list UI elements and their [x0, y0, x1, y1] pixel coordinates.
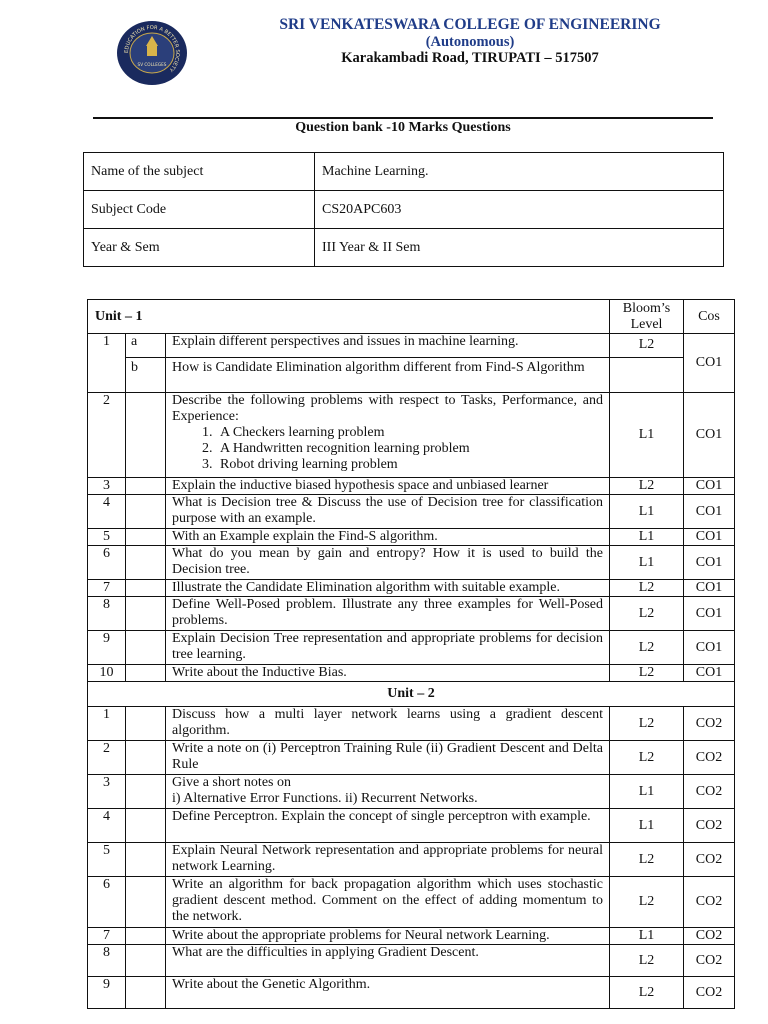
- autonomous-label: (Autonomous): [425, 34, 515, 50]
- question-sub-empty: [126, 741, 166, 775]
- question-text: What do you mean by gain and entropy? How it is used to build the Decision tree.: [166, 546, 610, 580]
- course-outcome: CO1: [684, 546, 735, 580]
- blooms-level: L1: [610, 928, 684, 945]
- question-line: i) Alternative Error Functions. ii) Recurrent Networks.: [172, 791, 478, 806]
- blooms-level: L2: [610, 631, 684, 665]
- course-outcome: CO1: [684, 334, 735, 393]
- table-row: [88, 928, 735, 945]
- question-text: Define Perceptron. Explain the concept of single perceptron with example.: [166, 809, 610, 843]
- blooms-level: L1: [610, 529, 684, 546]
- question-text: With an Example explain the Find-S algorithm.: [166, 529, 610, 546]
- table-row: [88, 631, 735, 665]
- question-sub-empty: [126, 665, 166, 682]
- question-text: [166, 393, 610, 478]
- question-number: 4: [88, 809, 126, 843]
- unit-2-row: [88, 682, 735, 707]
- question-number: 10: [88, 665, 126, 682]
- table-row: [88, 358, 735, 393]
- blooms-level: L2: [610, 478, 684, 495]
- question-number: 2: [88, 393, 126, 478]
- question-text: Explain different perspectives and issues in machine learning.: [166, 334, 610, 358]
- table-row: [88, 478, 735, 495]
- question-number: 9: [88, 631, 126, 665]
- list-item: 1. A Checkers learning problem: [216, 425, 603, 441]
- question-text: Write about the appropriate problems for Neural network Learning.: [166, 928, 610, 945]
- course-outcome: CO1: [684, 478, 735, 495]
- svg-text:SV COLLEGES: SV COLLEGES: [137, 62, 167, 67]
- table-row: [88, 393, 735, 478]
- course-outcome: CO2: [684, 775, 735, 809]
- question-number: 1: [88, 707, 126, 741]
- question-sub-empty: [126, 945, 166, 977]
- course-outcome: CO2: [684, 741, 735, 775]
- blooms-level: L1: [610, 546, 684, 580]
- blooms-level: L1: [610, 809, 684, 843]
- blooms-level: L2: [610, 945, 684, 977]
- question-text: Write about the Genetic Algorithm.: [166, 977, 610, 1009]
- info-row: [84, 191, 724, 229]
- table-row: [88, 334, 735, 358]
- question-text: Explain Decision Tree representation and appropriate problems for decision tree learning.: [166, 631, 610, 665]
- info-row: [84, 153, 724, 191]
- info-row: [84, 229, 724, 267]
- blooms-level: L2: [610, 741, 684, 775]
- question-sub-empty: [126, 529, 166, 546]
- subject-info-table: [83, 152, 724, 267]
- table-row: [88, 775, 735, 809]
- question-text: What is Decision tree & Discuss the use of Decision tree for classification purpose with an example.: [166, 495, 610, 529]
- question-text: [166, 775, 610, 809]
- question-text: Illustrate the Candidate Elimination algorithm with suitable example.: [166, 580, 610, 597]
- table-row: [88, 945, 735, 977]
- question-number: 6: [88, 877, 126, 928]
- question-text: Explain the inductive biased hypothesis space and unbiased learner: [166, 478, 610, 495]
- info-value: Machine Learning.: [315, 153, 724, 191]
- question-sub-empty: [126, 928, 166, 945]
- question-sub-empty: [126, 546, 166, 580]
- info-label: Name of the subject: [84, 153, 315, 191]
- college-name: SRI VENKATESWARA COLLEGE OF ENGINEERING: [279, 16, 661, 33]
- info-label: Year & Sem: [84, 229, 315, 267]
- blooms-level: L1: [610, 775, 684, 809]
- question-number: 7: [88, 928, 126, 945]
- question-sub-empty: [126, 775, 166, 809]
- course-outcome: CO2: [684, 809, 735, 843]
- course-outcome: CO1: [684, 495, 735, 529]
- blooms-level-empty: [610, 358, 684, 393]
- course-outcome: CO2: [684, 707, 735, 741]
- course-outcome: CO2: [684, 928, 735, 945]
- question-number: 8: [88, 945, 126, 977]
- question-number: 9: [88, 977, 126, 1009]
- cos-header: Cos: [684, 300, 735, 334]
- question-text: Discuss how a multi layer network learns using a gradient descent algorithm.: [166, 707, 610, 741]
- info-value: III Year & II Sem: [315, 229, 724, 267]
- question-text: Explain Neural Network representation and appropriate problems for neural network Learning.: [166, 843, 610, 877]
- course-outcome: CO1: [684, 393, 735, 478]
- info-label: Subject Code: [84, 191, 315, 229]
- question-sub-empty: [126, 478, 166, 495]
- list-item: 3. Robot driving learning problem: [216, 457, 603, 473]
- table-row: [88, 546, 735, 580]
- question-sub-empty: [126, 977, 166, 1009]
- svg-text:EDUCATION FOR A BETTER SOCIETY: EDUCATION FOR A BETTER SOCIETY: [123, 24, 181, 73]
- unit-2-heading: Unit – 2: [88, 682, 735, 707]
- question-number: 5: [88, 843, 126, 877]
- question-sub: a: [126, 334, 166, 358]
- question-number: 7: [88, 580, 126, 597]
- college-logo: [116, 20, 188, 86]
- blooms-level: L2: [610, 977, 684, 1009]
- college-address: Karakambadi Road, TIRUPATI – 517507: [341, 50, 599, 66]
- table-row: [88, 495, 735, 529]
- table-row: [88, 665, 735, 682]
- question-sub-empty: [126, 809, 166, 843]
- question-number: 1: [88, 334, 126, 393]
- question-number: 4: [88, 495, 126, 529]
- list-item: 2. A Handwritten recognition learning problem: [216, 441, 603, 457]
- blooms-level: L2: [610, 665, 684, 682]
- question-sub: b: [126, 358, 166, 393]
- table-row: [88, 741, 735, 775]
- blooms-level: L2: [610, 334, 684, 358]
- blooms-level-header: Bloom’s Level: [610, 300, 684, 334]
- blooms-level: L1: [610, 495, 684, 529]
- question-text: Write about the Inductive Bias.: [166, 665, 610, 682]
- course-outcome: CO1: [684, 529, 735, 546]
- info-value: CS20APC603: [315, 191, 724, 229]
- problem-list: [172, 425, 603, 473]
- blooms-level: L2: [610, 707, 684, 741]
- unit-1-heading: Unit – 1: [88, 300, 610, 334]
- course-outcome: CO1: [684, 665, 735, 682]
- table-row: [88, 877, 735, 928]
- question-sub-empty: [126, 597, 166, 631]
- question-text: Write a note on (i) Perceptron Training Rule (ii) Gradient Descent and Delta Rule: [166, 741, 610, 775]
- course-outcome: CO2: [684, 843, 735, 877]
- question-number: 6: [88, 546, 126, 580]
- table-row: [88, 707, 735, 741]
- question-sub-empty: [126, 495, 166, 529]
- table-row: [88, 597, 735, 631]
- document-title: Question bank -10 Marks Questions: [295, 120, 511, 135]
- question-text: Define Well-Posed problem. Illustrate any three examples for Well-Posed problems.: [166, 597, 610, 631]
- course-outcome: CO1: [684, 597, 735, 631]
- question-sub-empty: [126, 580, 166, 597]
- table-row: [88, 809, 735, 843]
- question-text: What are the difficulties in applying Gradient Descent.: [166, 945, 610, 977]
- course-outcome: CO2: [684, 977, 735, 1009]
- question-text: Write an algorithm for back propagation algorithm which uses stochastic gradient descent method. Comment on the effect of adding momentum to the network.: [166, 877, 610, 928]
- question-line: Give a short notes on: [172, 775, 291, 790]
- course-outcome: CO1: [684, 631, 735, 665]
- question-sub-empty: [126, 393, 166, 478]
- question-number: 3: [88, 478, 126, 495]
- blooms-level: L2: [610, 877, 684, 928]
- question-intro: Describe the following problems with respect to Tasks, Performance, and Experience:: [172, 393, 603, 424]
- question-number: 3: [88, 775, 126, 809]
- question-sub-empty: [126, 877, 166, 928]
- question-sub-empty: [126, 843, 166, 877]
- blooms-level: L2: [610, 597, 684, 631]
- course-outcome: CO2: [684, 945, 735, 977]
- blooms-level: L2: [610, 580, 684, 597]
- question-number: 5: [88, 529, 126, 546]
- table-header-row: [88, 300, 735, 334]
- table-row: [88, 977, 735, 1009]
- table-row: [88, 529, 735, 546]
- table-row: [88, 580, 735, 597]
- question-number: 2: [88, 741, 126, 775]
- question-sub-empty: [126, 707, 166, 741]
- blooms-level: L1: [610, 393, 684, 478]
- course-outcome: CO1: [684, 580, 735, 597]
- question-table: [87, 299, 735, 1009]
- question-sub-empty: [126, 631, 166, 665]
- table-row: [88, 843, 735, 877]
- course-outcome: CO2: [684, 877, 735, 928]
- question-number: 8: [88, 597, 126, 631]
- header-divider: [93, 117, 713, 119]
- question-text: How is Candidate Elimination algorithm different from Find-S Algorithm: [166, 358, 610, 393]
- blooms-level: L2: [610, 843, 684, 877]
